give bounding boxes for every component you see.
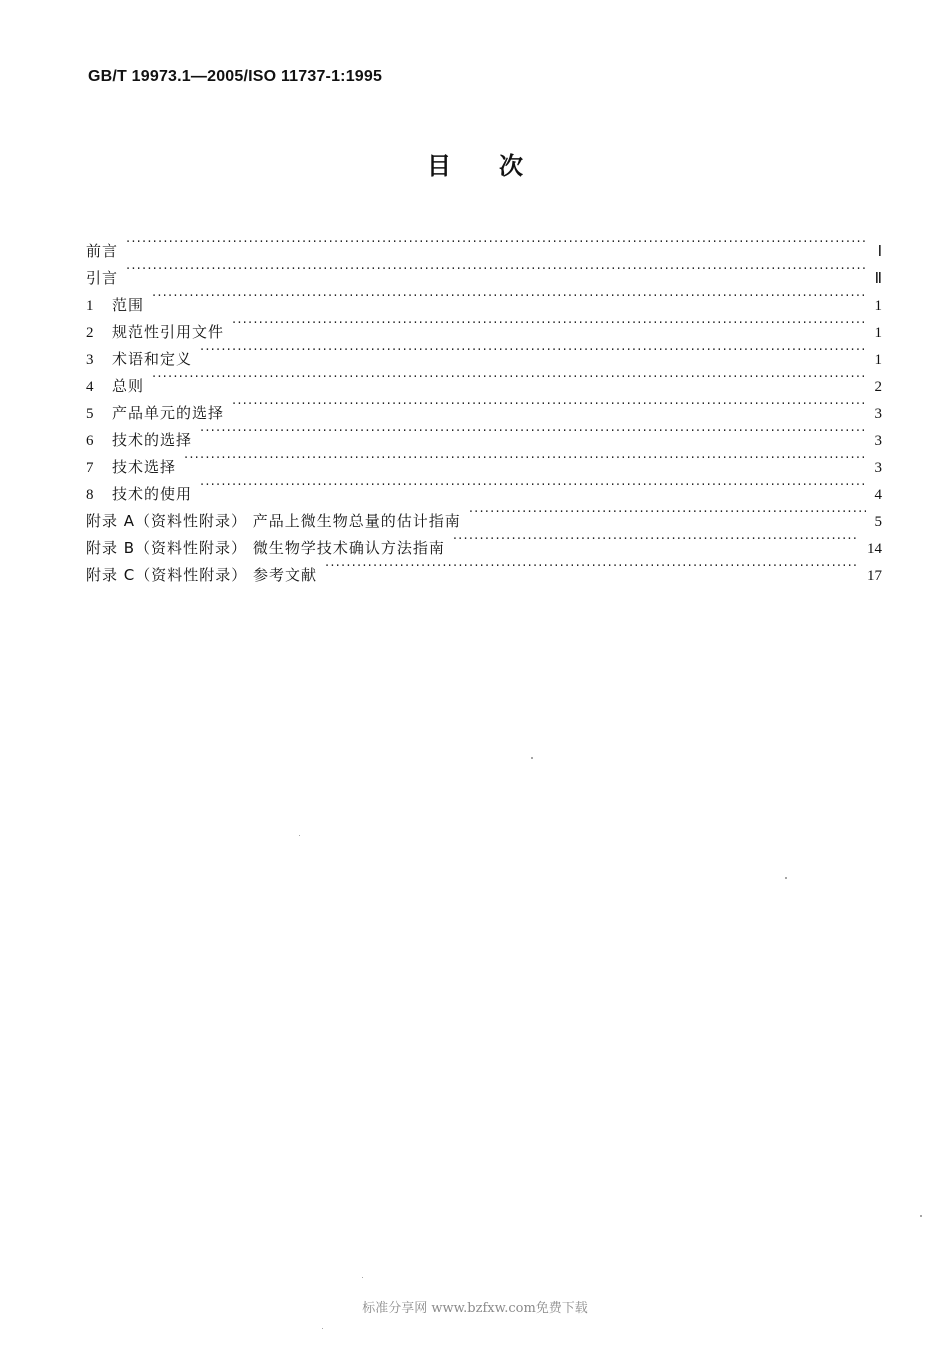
toc-entry-title: 附录 B（资料性附录） 微生物学技术确认方法指南: [86, 539, 445, 557]
toc-page-number: 4: [874, 487, 882, 503]
leader-dots: [325, 553, 859, 580]
toc-page-number: Ⅰ: [877, 244, 882, 260]
leader-dots: [453, 526, 859, 553]
toc-entry-title: 产品单元的选择: [112, 404, 225, 422]
leader-dots: [152, 364, 866, 391]
toc-entry-introduction[interactable]: [86, 256, 882, 287]
toc-entry-scope[interactable]: [86, 283, 882, 314]
toc-entry-title: 技术的选择: [112, 431, 193, 449]
toc-entry-product-unit-selection[interactable]: [86, 391, 882, 422]
leader-dots: [200, 418, 866, 445]
toc-page-number: 14: [867, 541, 882, 557]
leader-dots: [126, 229, 866, 256]
toc-entry-title: 附录 C（资料性附录） 参考文献: [86, 566, 318, 584]
leader-dots: [200, 337, 866, 364]
table-of-contents: [86, 229, 882, 584]
leader-dots: [200, 472, 866, 499]
toc-entry-title: 范围: [112, 296, 145, 314]
leader-dots: [184, 445, 866, 472]
toc-page-number: 17: [867, 568, 882, 584]
toc-entry-title: 前言: [86, 242, 119, 260]
toc-entry-title: 术语和定义: [112, 350, 193, 368]
toc-page-number: Ⅱ: [874, 271, 882, 287]
toc-entry-title: 技术选择: [112, 458, 177, 476]
toc-entry-technique-choice[interactable]: [86, 445, 882, 476]
toc-section-number: 8: [86, 487, 94, 503]
scan-speck: [785, 877, 787, 879]
scan-speck: [920, 1215, 922, 1217]
toc-page-number: 3: [874, 433, 882, 449]
leader-dots: [126, 256, 866, 283]
toc-entry-technique-selection[interactable]: [86, 418, 882, 449]
toc-entry-normative-references[interactable]: [86, 310, 882, 341]
toc-entry-general[interactable]: [86, 364, 882, 395]
toc-section-number: 3: [86, 352, 94, 368]
scan-speck: [322, 1328, 323, 1329]
toc-entry-title: 引言: [86, 269, 119, 287]
toc-section-number: 2: [86, 325, 94, 341]
leader-dots: [469, 499, 866, 526]
toc-entry-title: 规范性引用文件: [112, 323, 225, 341]
scan-speck: [531, 757, 533, 759]
toc-page-number: 2: [874, 379, 882, 395]
toc-section-number: 4: [86, 379, 94, 395]
toc-entry-title: 附录 A（资料性附录） 产品上微生物总量的估计指南: [86, 512, 461, 530]
scan-speck: [362, 1277, 363, 1278]
leader-dots: [232, 391, 866, 418]
scan-speck: [299, 835, 300, 836]
watermark-footer: 标准分享网 www.bzfxw.com免费下载: [362, 1301, 588, 1316]
leader-dots: [152, 283, 866, 310]
toc-page-number: 1: [874, 298, 882, 314]
toc-entry-annex-a[interactable]: [86, 499, 882, 530]
toc-page-number: 5: [874, 514, 882, 530]
toc-page-number: 3: [874, 406, 882, 422]
toc-entry-title: 技术的使用: [112, 485, 193, 503]
leader-dots: [232, 310, 866, 337]
toc-entry-terms-definitions[interactable]: [86, 337, 882, 368]
page-title: 目次: [427, 152, 571, 180]
document-number: GB/T 19973.1—2005/ISO 11737-1:1995: [88, 68, 383, 85]
toc-entry-foreword[interactable]: [86, 229, 882, 260]
toc-section-number: 5: [86, 406, 94, 422]
toc-entry-title: 总则: [112, 377, 145, 395]
toc-section-number: 7: [86, 460, 94, 476]
toc-page-number: 1: [874, 325, 882, 341]
toc-entry-technique-use[interactable]: [86, 472, 882, 503]
toc-page-number: 1: [874, 352, 882, 368]
toc-section-number: 1: [86, 298, 94, 314]
toc-page-number: 3: [874, 460, 882, 476]
toc-section-number: 6: [86, 433, 94, 449]
